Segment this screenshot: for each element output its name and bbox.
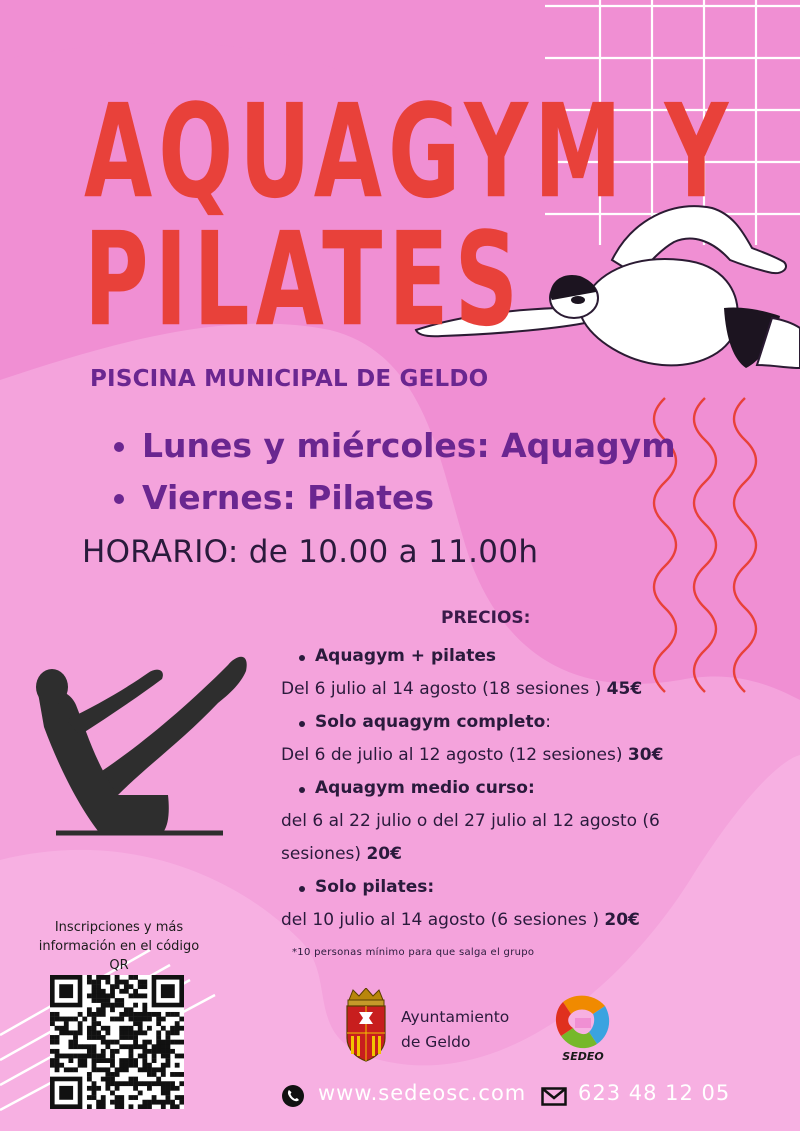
phone-number[interactable]: 623 48 12 05 bbox=[578, 1081, 731, 1105]
pilates-figure-illustration bbox=[18, 645, 248, 840]
price-option-name: Solo aquagym completo: bbox=[281, 706, 701, 739]
price-amount: 20€ bbox=[366, 844, 402, 864]
title-line-1: AQUAGYM Y bbox=[84, 77, 735, 228]
price-option-detail-cont: sesiones) 20€ bbox=[281, 844, 402, 864]
schedule: HORARIO: de 10.00 a 11.00h bbox=[82, 534, 539, 570]
website-link[interactable]: www.sedeosc.com bbox=[318, 1081, 527, 1105]
day-item-pilates: Viernes: Pilates bbox=[112, 472, 676, 524]
price-option-name: Aquagym + pilates bbox=[281, 640, 701, 673]
price-amount: 30€ bbox=[627, 745, 664, 765]
days-list bbox=[112, 420, 676, 524]
coat-of-arms-icon bbox=[343, 988, 389, 1062]
price-list bbox=[281, 640, 701, 937]
price-option-name: Aquagym medio curso: bbox=[281, 772, 701, 805]
qr-code-icon[interactable] bbox=[50, 975, 184, 1109]
sedeo-logo-icon bbox=[553, 992, 613, 1064]
mail-icon bbox=[541, 1087, 567, 1106]
qr-caption: Inscripciones y más información en el código QR bbox=[38, 920, 200, 973]
price-amount: 20€ bbox=[604, 910, 640, 930]
price-option-detail: del 6 al 22 julio o del 27 julio al 12 agosto (6 bbox=[281, 811, 660, 831]
day-item-aquagym: Lunes y miércoles: Aquagym bbox=[112, 420, 676, 472]
town-name: Ayuntamiento de Geldo bbox=[401, 1008, 510, 1051]
svg-text:SEDEO: SEDEO bbox=[562, 1050, 604, 1063]
price-option-detail: del 10 julio al 14 agosto (6 sesiones ) 20€ bbox=[281, 910, 640, 930]
phone-icon bbox=[281, 1084, 305, 1108]
price-option-detail: Del 6 de julio al 12 agosto (12 sesiones) 30€ bbox=[281, 745, 664, 765]
title-line-2: PILATES bbox=[84, 205, 525, 356]
minimum-note: *10 personas mínimo para que salga el grupo bbox=[292, 947, 535, 958]
prices-heading: PRECIOS: bbox=[441, 608, 531, 628]
price-amount: 45€ bbox=[606, 679, 643, 699]
price-option-name: Solo pilates: bbox=[281, 871, 701, 904]
price-option-detail: Del 6 julio al 14 agosto (18 sesiones ) 45€ bbox=[281, 679, 643, 699]
venue-name: PISCINA MUNICIPAL DE GELDO bbox=[90, 366, 489, 392]
